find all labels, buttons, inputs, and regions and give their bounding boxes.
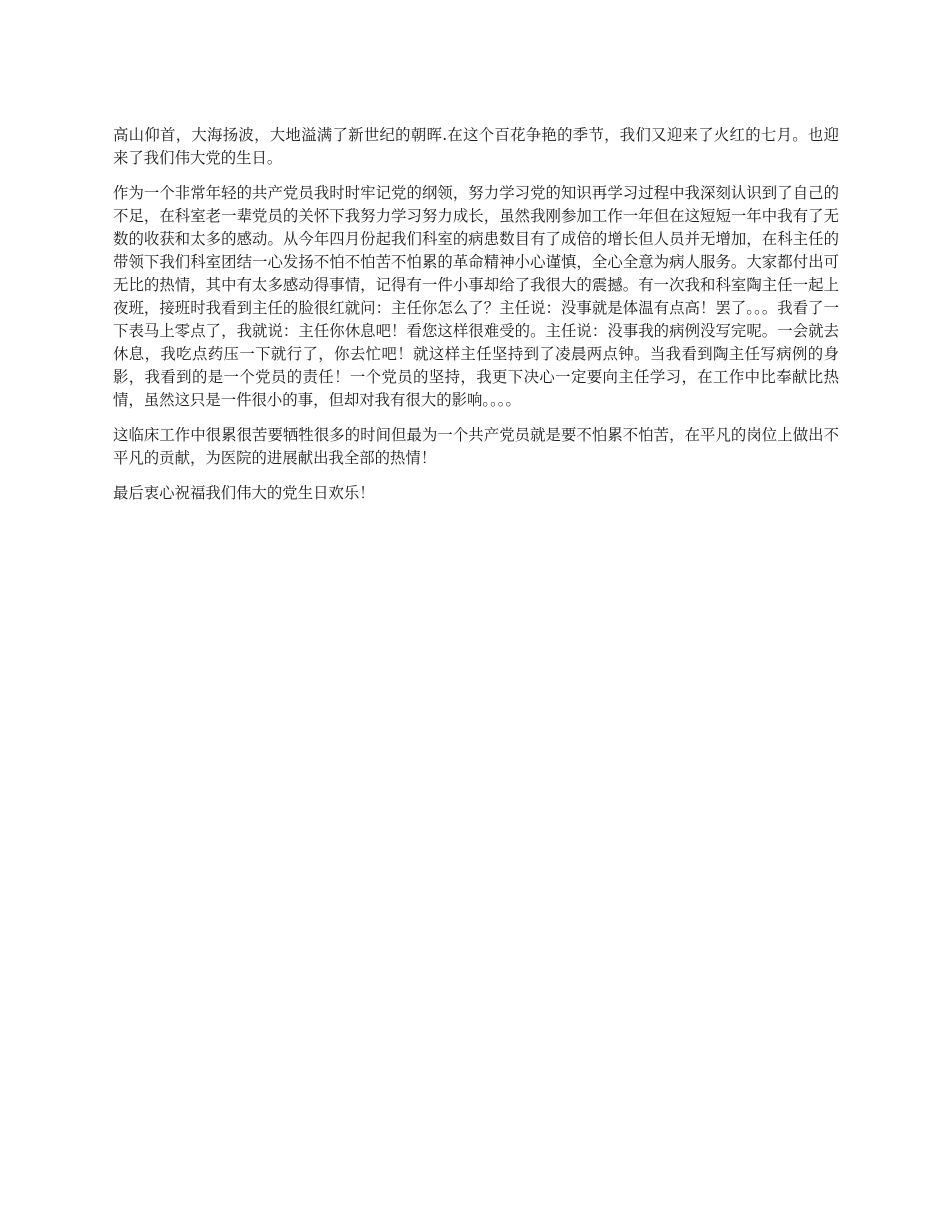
paragraph-closing: 最后衷心祝福我们伟大的党生日欢乐！ — [113, 484, 375, 502]
paragraph-commitment: 这临床工作中很累很苦要牺牲很多的时间但最为一个共产党员就是要不怕累不怕苦，在平凡的岗位上做出不平凡的贡献，为医院的进展献出我全部的热情！ — [113, 426, 839, 467]
paragraph-intro: 高山仰首，大海扬波，大地溢满了新世纪的朝晖.在这个百花争艳的季节，我们又迎来了火红的七月。也迎来了我们伟大党的生日。 — [113, 126, 839, 167]
paragraph-story: 作为一个非常年轻的共产党员我时时牢记党的纲领，努力学习党的知识再学习过程中我深刻认识到了自己的不足，在科室老一辈党员的关怀下我努力学习努力成长，虽然我刚参加工作一年但在这短短一年中我有了无数的收获和太多的感动。从今年四月份起我们科室的病患数目有了成倍的增长但人员并无增加，在科主任的带领下我们科室团结一心发扬不怕不怕苦不怕累的革命精神小心谨慎，全心全意为病人服务。大家都付出可无比的热情，其中有太多感动得事情，记得有一件小事却给了我很大的震撼。有一次我和科室陶主任一起上夜班，接班时我看到主任的脸很红就问：主任你怎么了？主任说：没事就是体温有点高！罢了。。。我看了一下表马上零点了，我就说：主任你休息吧！看您这样很难受的。主任说：没事我的病例没写完呢。一会就去休息，我吃点药压一下就行了，你去忙吧！就这样主任坚持到了凌晨两点钟。当我看到陶主任写病例的身影，我看到的是一个党员的责任！一个党员的坚持，我更下决心一定要向主任学习，在工作中比奉献比热情，虽然这只是一件很小的事，但却对我有很大的影响。。。。 — [113, 184, 839, 409]
document-body — [113, 124, 839, 517]
